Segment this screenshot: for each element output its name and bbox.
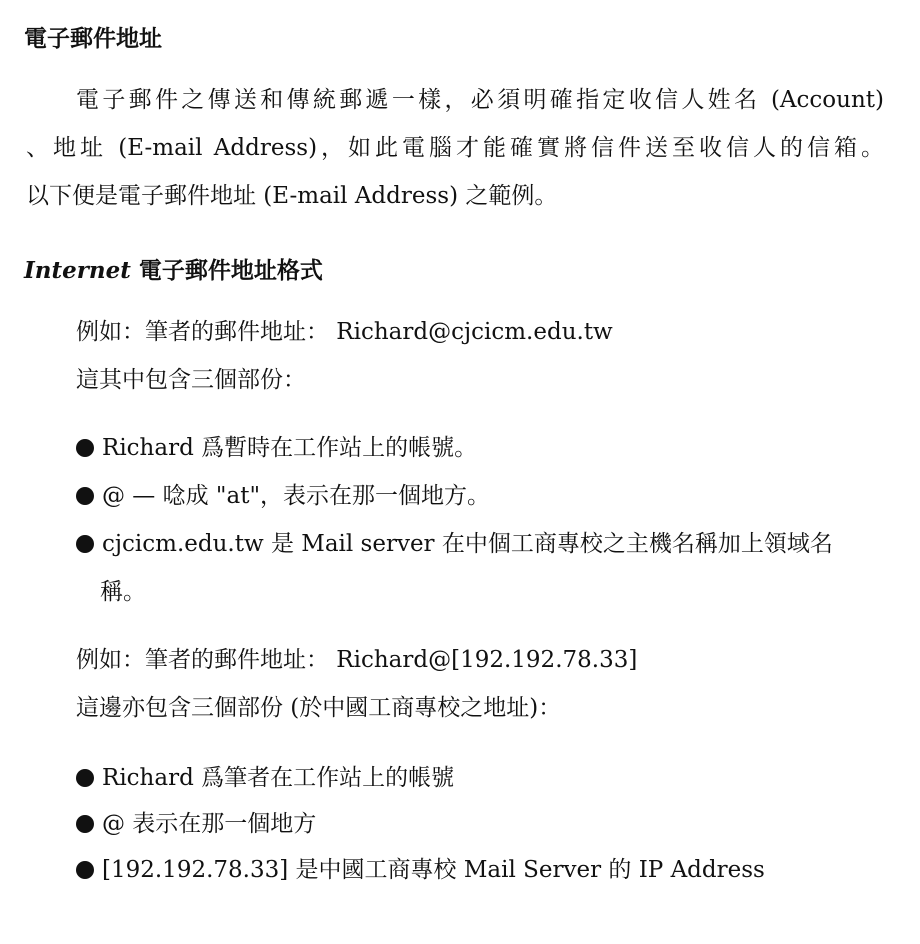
bullet-dot-icon [76, 487, 94, 505]
paragraph-line-3: 以下便是電子郵件地址 (E-mail Address) 之範例。 [26, 183, 558, 209]
paragraph-line-1: 電子郵件之傳送和傳統郵遞一樣，必須明確指定收信人姓名 (Account) [76, 87, 884, 113]
example-2-bullet-1 [76, 763, 454, 793]
bullet-dot-icon [76, 439, 94, 457]
bullet-dot-icon [76, 769, 94, 787]
example-1-bullet-3 [76, 529, 884, 559]
section-subtitle-rest: 電子郵件地址格式 [130, 257, 323, 284]
bullet-dot-icon [76, 861, 94, 879]
example-1-intro: 例如：筆者的郵件地址： Richard@cjcicm.edu.tw [76, 319, 613, 345]
example-2-subtitle: 這邊亦包含三個部份 (於中國工商專校之地址)： [76, 695, 562, 721]
bullet-text: @ 表示在那一個地方 [102, 811, 317, 837]
bullet-text: @ — 唸成 "at"，表示在那一個地方。 [102, 483, 491, 509]
section-title: 電子郵件地址 [24, 25, 162, 52]
example-1-bullet-3-continued: 稱。 [100, 579, 146, 605]
internet-word: Internet [24, 257, 131, 284]
example-1-bullet-1 [76, 433, 477, 463]
bullet-dot-icon [76, 815, 94, 833]
example-2-bullet-2 [76, 809, 316, 839]
example-2-bullet-3 [76, 855, 765, 885]
paragraph-line-2: 、地址 (E-mail Address)，如此電腦才能確實將信件送至收信人的信箱。 [26, 135, 884, 161]
bullet-text: Richard 爲筆者在工作站上的帳號 [102, 765, 455, 791]
example-1-subtitle: 這其中包含三個部份： [76, 367, 306, 393]
example-2-intro: 例如：筆者的郵件地址： Richard@[192.192.78.33] [76, 647, 638, 673]
example-1-bullet-2 [76, 481, 490, 511]
bullet-text: [192.192.78.33] 是中國工商專校 Mail Server 的 IP Address [102, 857, 765, 883]
bullet-text: Richard 爲暫時在工作站上的帳號。 [102, 435, 478, 461]
bullet-dot-icon [76, 535, 94, 553]
section-subtitle [24, 256, 323, 286]
bullet-text: cjcicm.edu.tw 是 Mail server 在中個工商專校之主機名稱加上領域名 [102, 531, 833, 557]
